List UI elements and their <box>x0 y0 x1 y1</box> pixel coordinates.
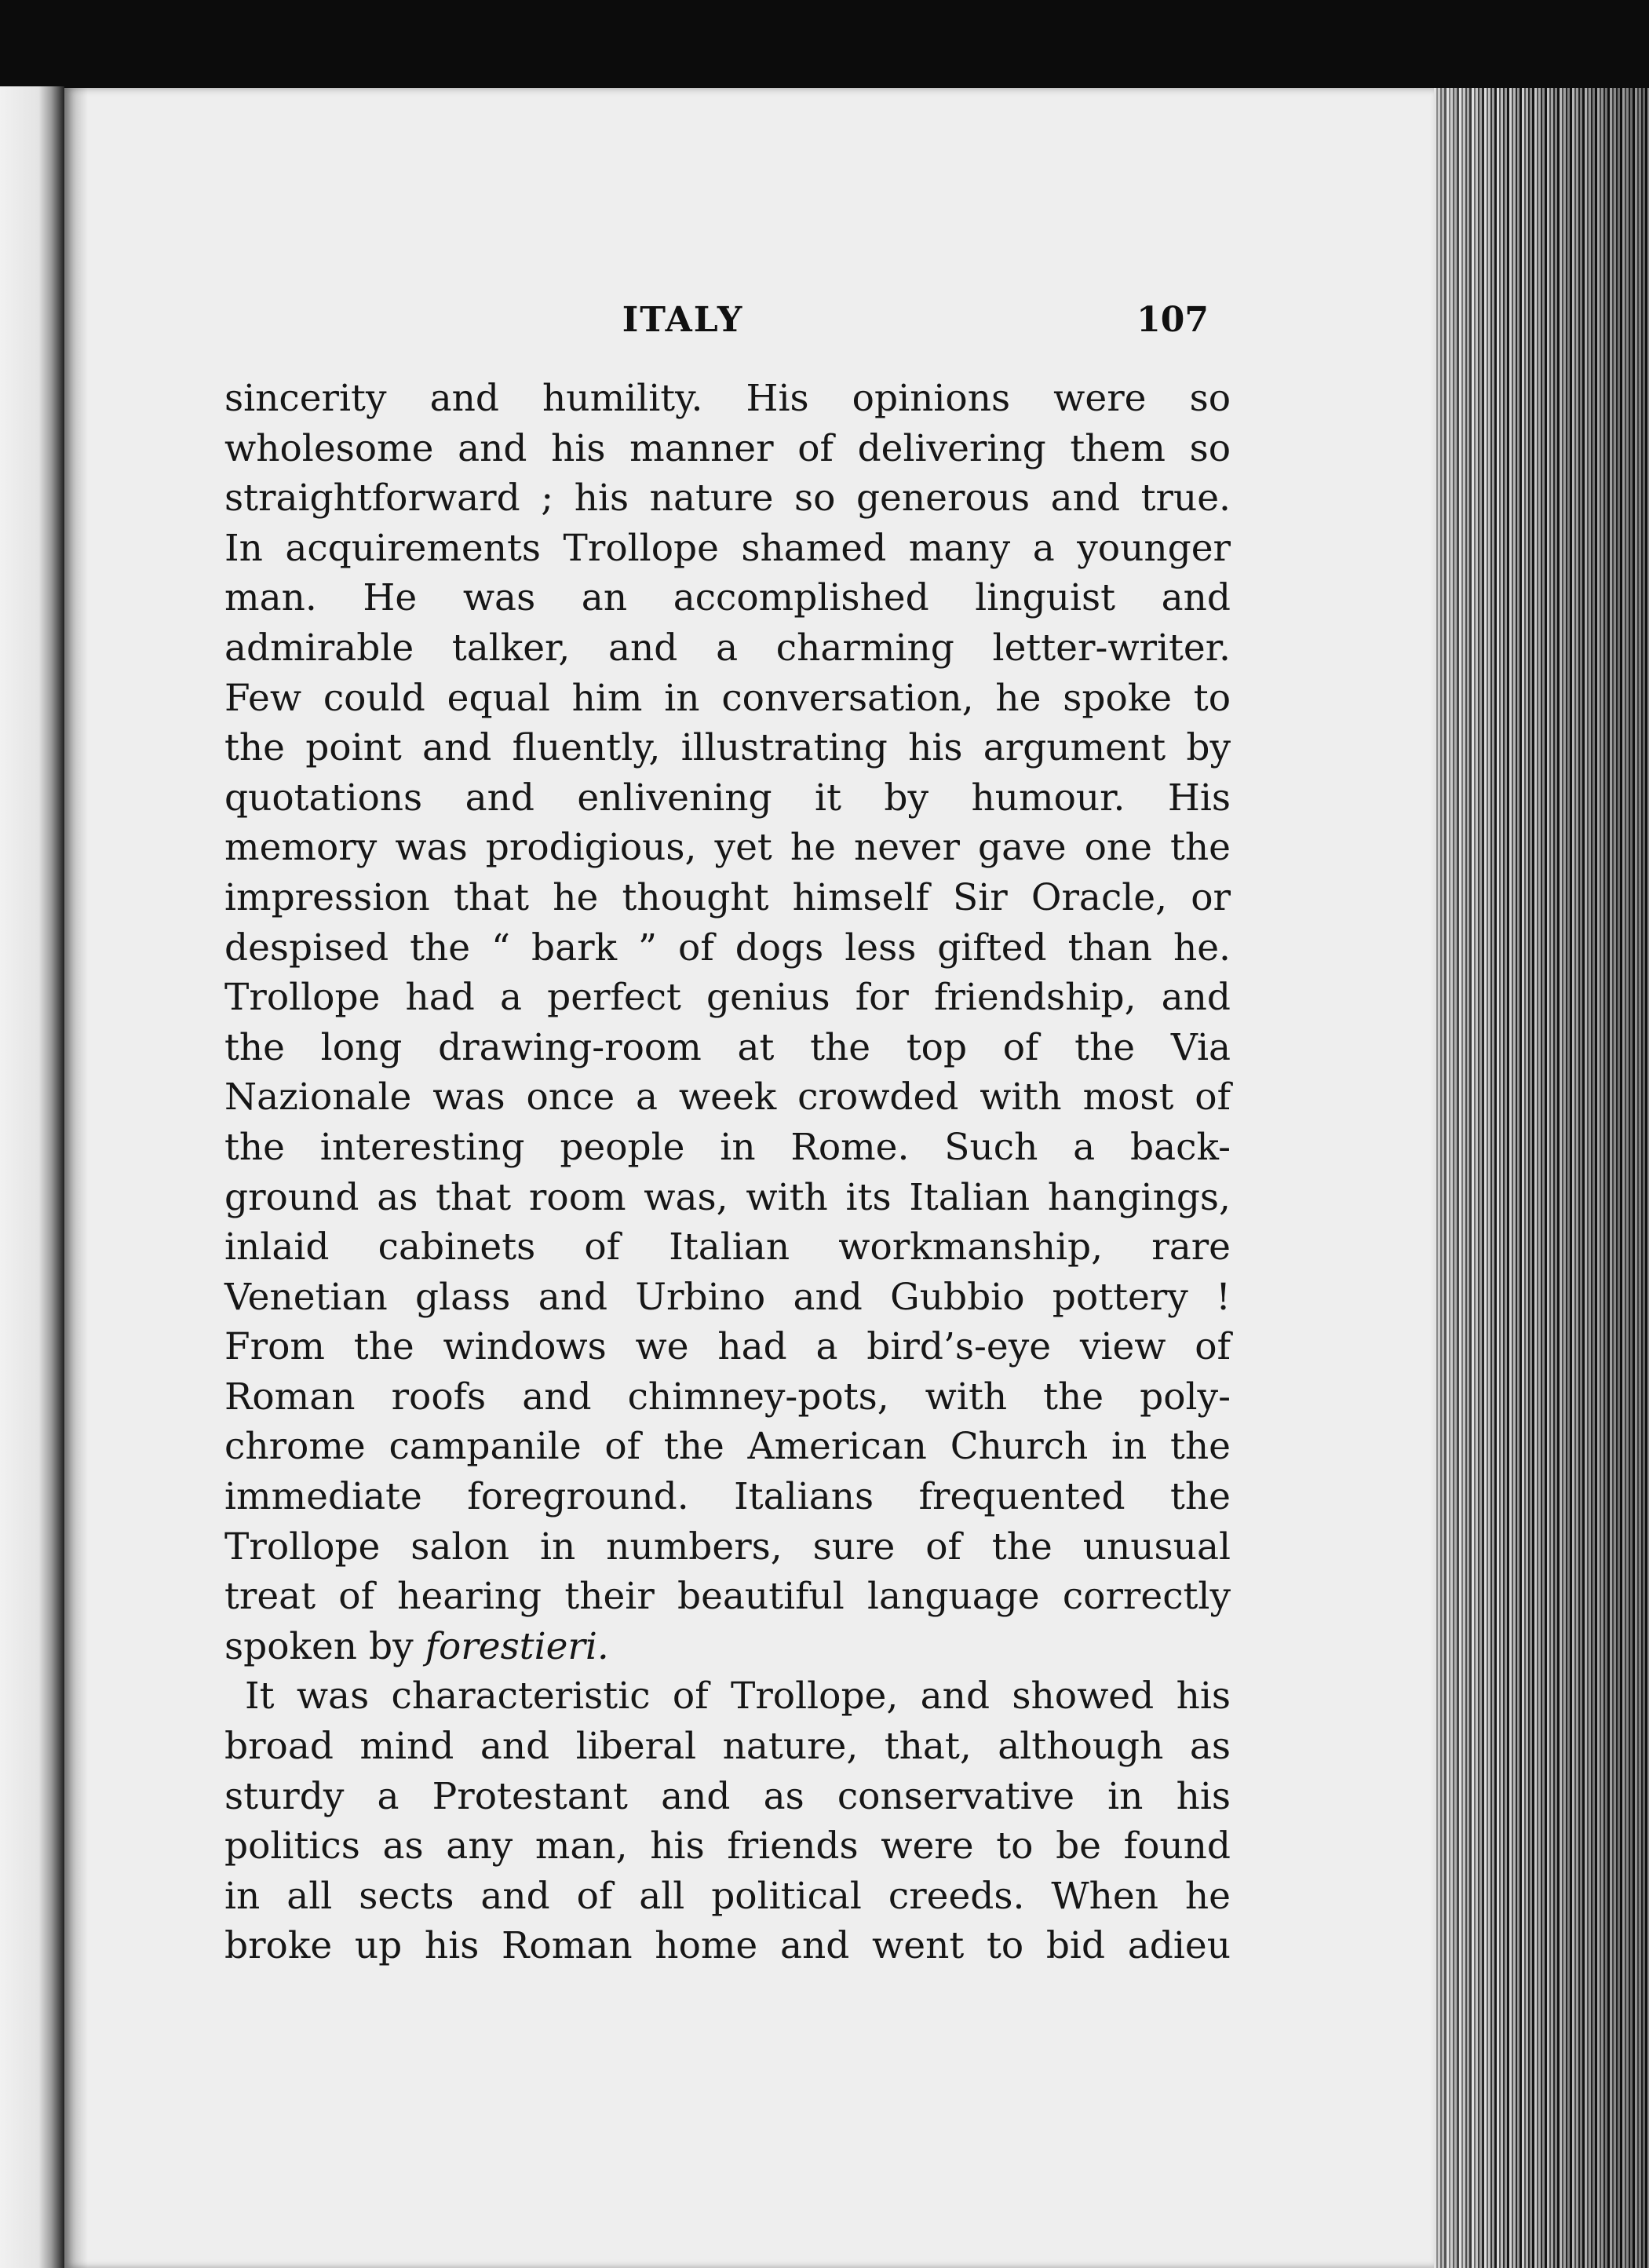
text-line: memory was prodigious, yet he never gave one the <box>224 826 1231 870</box>
left-page-edge <box>0 86 64 2268</box>
text-line: wholesome and his manner of delivering them so <box>224 426 1231 470</box>
paragraph-2 <box>224 1671 1231 1971</box>
text-line-last <box>224 1622 1231 1672</box>
text-line: Trollope had a perfect genius for friendship, and <box>224 976 1231 1020</box>
text-line: Venetian glass and Urbino and Gubbio pottery ! <box>224 1275 1231 1319</box>
text-line: Few could equal him in conversation, he spoke to <box>224 676 1231 720</box>
text-line: Roman roofs and chimney-pots, with the poly- <box>224 1375 1231 1419</box>
text-line: man. He was an accomplished linguist and <box>224 576 1231 620</box>
text-line: treat of hearing their beautiful language correctly <box>224 1575 1231 1619</box>
body-text <box>224 374 1231 1971</box>
text-line: impression that he thought himself Sir Oracle, or <box>224 875 1231 919</box>
text-line: Nazionale was once a week crowded with most of <box>224 1076 1231 1119</box>
text-line: inlaid cabinets of Italian workmanship, rare <box>224 1225 1231 1269</box>
text-line: sincerity and humility. His opinions were so <box>224 377 1231 420</box>
text-line: the interesting people in Rome. Such a back- <box>224 1125 1231 1169</box>
paragraph-1 <box>224 374 1231 1671</box>
text-line: quotations and enlivening it by humour. His <box>224 776 1231 820</box>
text-line: sturdy a Protestant and as conservative in his <box>224 1774 1231 1818</box>
text-line: despised the “ bark ” of dogs less gifted than he. <box>224 926 1231 970</box>
text-line: From the windows we had a bird’s-eye view of <box>224 1325 1231 1369</box>
running-head-title: ITALY <box>622 300 744 340</box>
text-line: In acquirements Trollope shamed many a younger <box>224 526 1231 570</box>
gutter-shadow <box>64 88 88 2268</box>
text-line: straightforward ; his nature so generous and true. <box>224 477 1231 520</box>
page-fore-edge-shading <box>1434 88 1649 2268</box>
italic-word-forestieri: forestieri. <box>425 1624 609 1668</box>
text-line: ground as that room was, with its Italian hangings, <box>224 1175 1231 1219</box>
text-line: broke up his Roman home and went to bid adieu <box>224 1924 1231 1968</box>
running-head <box>157 300 1209 347</box>
text-line-roman: spoken by <box>224 1624 425 1668</box>
text-line-indented: It was characteristic of Trollope, and showed his <box>245 1675 1231 1718</box>
text-line: immediate foreground. Italians frequented the <box>224 1475 1231 1519</box>
text-line: Trollope salon in numbers, sure of the unusual <box>224 1525 1231 1569</box>
page-number: 107 <box>1136 300 1209 340</box>
text-line: politics as any man, his friends were to be found <box>224 1824 1231 1868</box>
text-line: the point and fluently, illustrating his argument by <box>224 726 1231 770</box>
text-line: broad mind and liberal nature, that, although as <box>224 1725 1231 1769</box>
text-line: chrome campanile of the American Church in the <box>224 1425 1231 1469</box>
text-line: admirable talker, and a charming letter-writer. <box>224 626 1231 670</box>
text-line: the long drawing-room at the top of the Via <box>224 1025 1231 1069</box>
text-line: in all sects and of all political creeds. When he <box>224 1874 1231 1918</box>
